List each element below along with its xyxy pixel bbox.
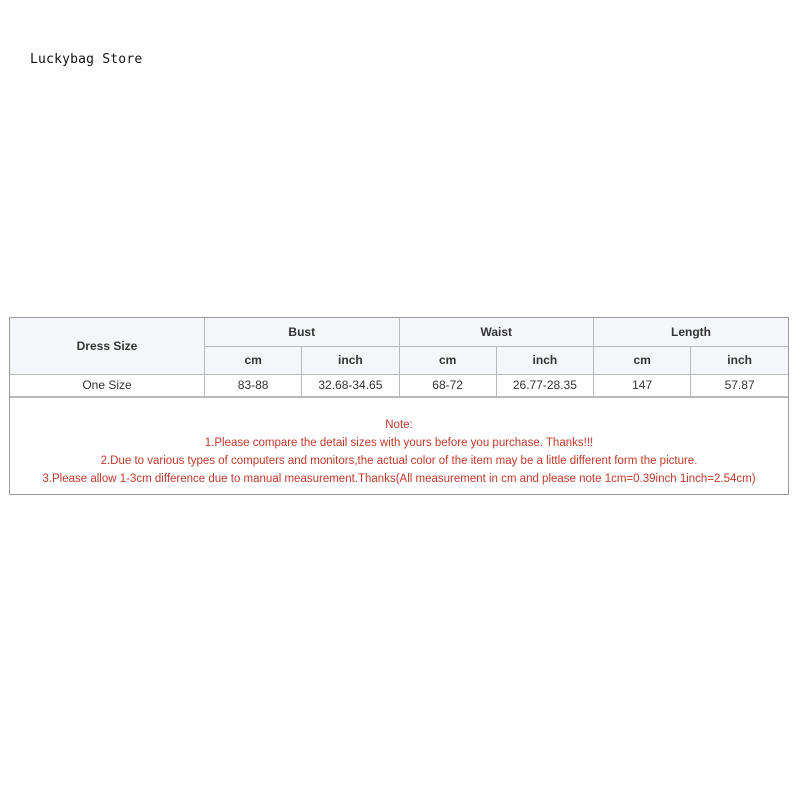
unit-header: cm (594, 346, 691, 374)
value-cell: 68-72 (399, 374, 496, 396)
size-cell: One Size (10, 374, 205, 396)
dress-size-header: Dress Size (10, 318, 205, 374)
store-name: Luckybag Store (30, 52, 143, 67)
value-cell: 26.77-28.35 (496, 374, 593, 396)
unit-header: inch (691, 346, 788, 374)
unit-header: cm (205, 346, 302, 374)
size-chart (9, 317, 789, 495)
note-title: Note: (385, 418, 413, 431)
bust-header: Bust (205, 318, 400, 346)
note-line: 2.Due to various types of computers and monitors,the actual color of the item may be a little different form the picture. (100, 454, 698, 467)
size-table (10, 318, 788, 397)
value-cell: 147 (594, 374, 691, 396)
table-row (10, 374, 788, 396)
unit-header: inch (302, 346, 399, 374)
length-header: Length (594, 318, 789, 346)
waist-header: Waist (399, 318, 594, 346)
unit-header: cm (399, 346, 496, 374)
notes-section (10, 397, 788, 494)
value-cell: 57.87 (691, 374, 788, 396)
value-cell: 32.68-34.65 (302, 374, 399, 396)
note-line: 3.Please allow 1-3cm difference due to manual measurement.Thanks(All measurement in cm and please note 1cm=0.39inch 1inch=2.54cm) (42, 472, 756, 485)
value-cell: 83-88 (205, 374, 302, 396)
unit-header: inch (496, 346, 593, 374)
note-line: 1.Please compare the detail sizes with yours before you purchase. Thanks!!! (204, 436, 594, 449)
header-group-row (10, 318, 788, 346)
